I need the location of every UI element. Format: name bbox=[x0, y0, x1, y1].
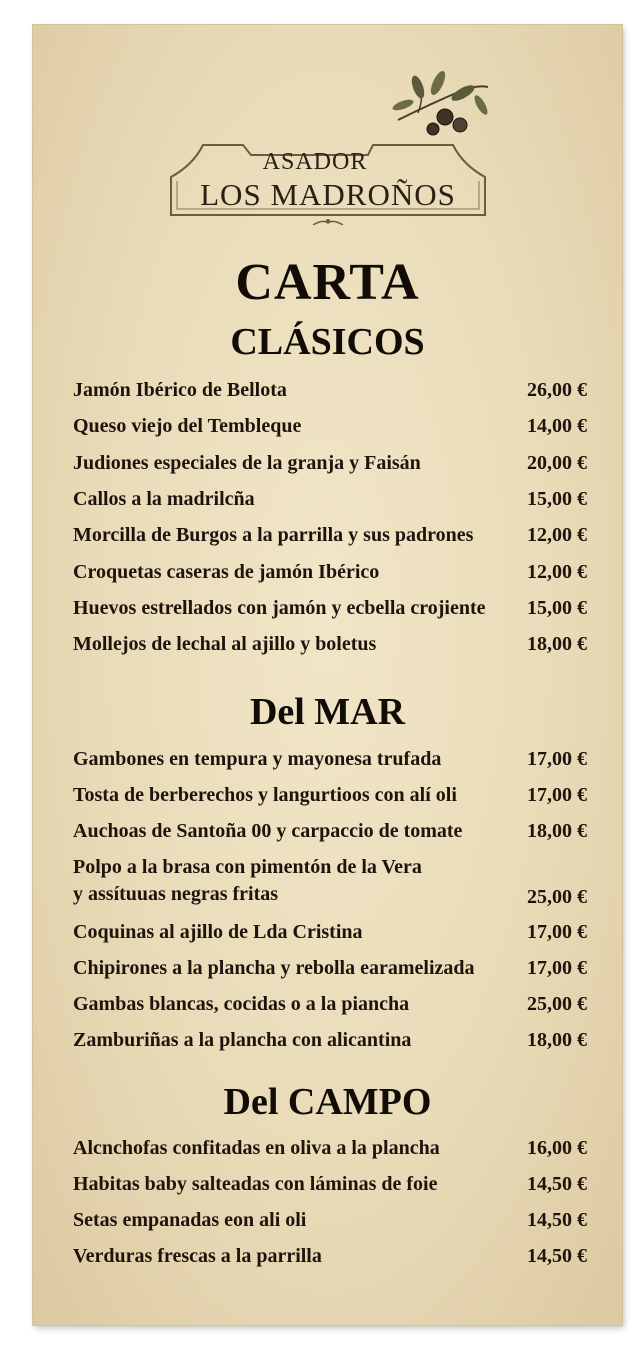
item-price: 14,50 € bbox=[527, 1245, 587, 1267]
item-price: 25,00 € bbox=[527, 993, 587, 1015]
item-name: Mollejos de lechal al ajillo y boletus bbox=[73, 633, 377, 655]
item-name: Tosta de berberechos y langurtioos con alí oli bbox=[73, 784, 457, 806]
item-name: Croquetas caseras de jamón Ibérico bbox=[73, 561, 380, 583]
item-price: 26,00 € bbox=[527, 379, 587, 401]
item-price: 17,00 € bbox=[527, 921, 587, 943]
item-price: 17,00 € bbox=[527, 957, 587, 979]
item-price: 17,00 € bbox=[527, 748, 587, 770]
item-name: Auchoas de Santoña 00 y carpaccio de tomate bbox=[73, 820, 463, 842]
item-price: 14,50 € bbox=[527, 1209, 587, 1231]
item-name: Habitas baby salteadas con láminas de foie bbox=[73, 1173, 438, 1195]
item-name: Judiones especiales de la granja y Faisán bbox=[73, 452, 421, 474]
menu-item bbox=[73, 852, 587, 912]
item-price: 18,00 € bbox=[527, 633, 587, 655]
item-price: 15,00 € bbox=[527, 597, 587, 619]
item-price: 12,00 € bbox=[527, 561, 587, 583]
section-clasicos-heading: CLÁSICOS bbox=[230, 321, 425, 363]
menu-title: CARTA bbox=[235, 254, 420, 311]
item-price: 25,00 € bbox=[527, 886, 587, 908]
item-price: 15,00 € bbox=[527, 488, 587, 510]
item-name: Gambas blancas, cocidas o a la piancha bbox=[73, 993, 410, 1015]
menu-card bbox=[33, 25, 622, 1325]
item-name: Verduras frescas a la parrilla bbox=[73, 1245, 322, 1267]
item-price: 17,00 € bbox=[527, 784, 587, 806]
item-name: Alcnchofas confitadas en oliva a la plancha bbox=[73, 1137, 440, 1159]
logo-los-madronos: LOS MADROÑOS bbox=[200, 177, 456, 212]
item-price: 14,00 € bbox=[527, 415, 587, 437]
item-name: Morcilla de Burgos a la parrilla y sus padrones bbox=[73, 524, 474, 546]
item-name: Gambones en tempura y mayonesa trufada bbox=[73, 748, 442, 770]
restaurant-logo bbox=[163, 65, 493, 225]
item-name: Huevos estrellados con jamón y ecbella crojiente bbox=[73, 597, 486, 619]
item-name: Jamón Ibérico de Bellota bbox=[73, 379, 287, 401]
section-del-campo-heading: Del CAMPO bbox=[223, 1081, 432, 1123]
item-name-continued: y assítuuas negras fritas bbox=[73, 883, 279, 905]
item-price: 20,00 € bbox=[527, 452, 587, 474]
item-name: Setas empanadas eon ali oli bbox=[73, 1209, 307, 1231]
item-name: Coquinas al ajillo de Lda Cristina bbox=[73, 921, 363, 943]
item-name: Polpo a la brasa con pimentón de la Vera bbox=[73, 856, 422, 878]
item-price: 14,50 € bbox=[527, 1173, 587, 1195]
item-price: 18,00 € bbox=[527, 1029, 587, 1051]
item-price: 12,00 € bbox=[527, 524, 587, 546]
item-name: Zamburiñas a la plancha con alicantina bbox=[73, 1029, 412, 1051]
logo-asador: ASADOR bbox=[262, 149, 368, 175]
item-name: Chipirones a la plancha y rebolla earamelizada bbox=[73, 957, 475, 979]
item-name: Queso viejo del Tembleque bbox=[73, 415, 302, 437]
item-name: Callos a la madrilcña bbox=[73, 488, 255, 510]
item-price: 18,00 € bbox=[527, 820, 587, 842]
section-del-mar-heading: Del MAR bbox=[249, 691, 406, 733]
item-price: 16,00 € bbox=[527, 1137, 587, 1159]
